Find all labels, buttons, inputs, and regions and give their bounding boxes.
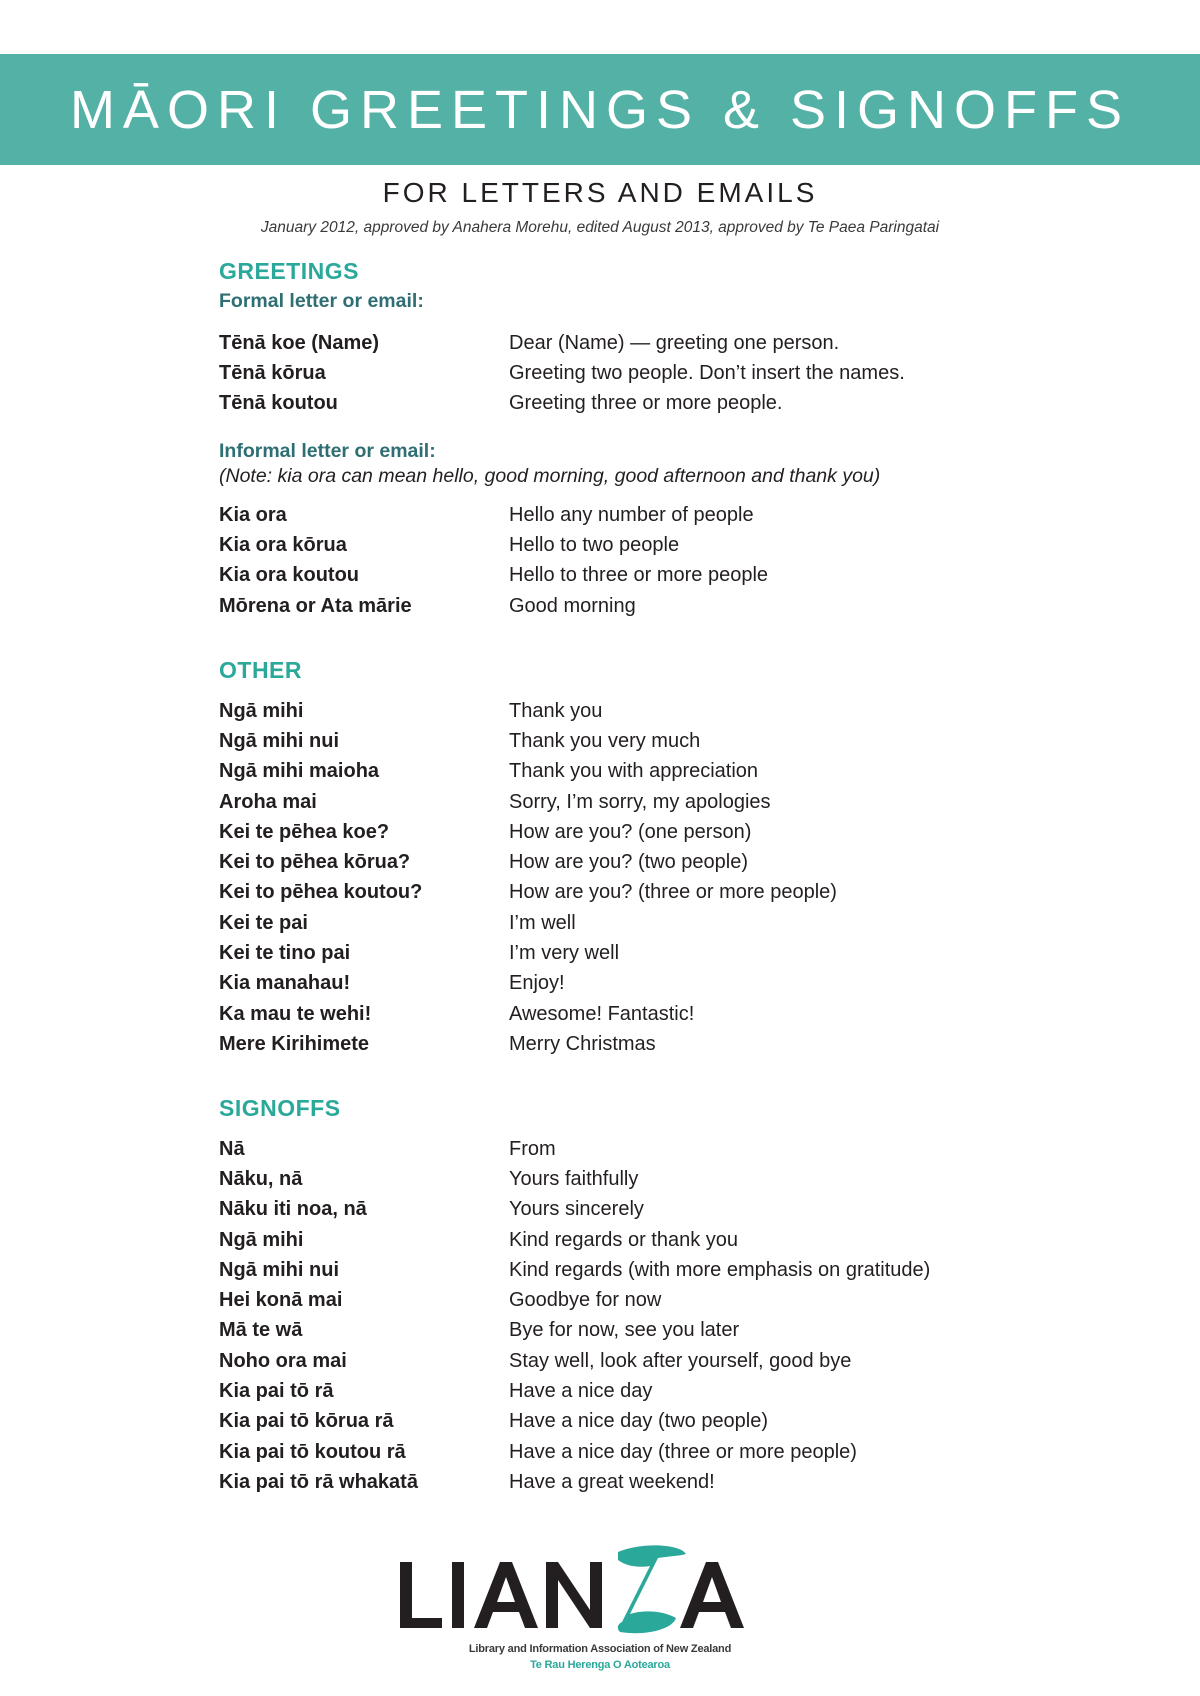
logo-letter-n bbox=[546, 1562, 602, 1628]
maori-term: Kia ora kōrua bbox=[219, 533, 347, 556]
english-meaning: Kind regards (with more emphasis on gratitude) bbox=[509, 1258, 931, 1281]
section-heading-greetings: GREETINGS bbox=[219, 258, 359, 284]
table-row bbox=[219, 1467, 1119, 1497]
formal-table bbox=[219, 328, 1119, 419]
maori-term: Tēnā koutou bbox=[219, 392, 338, 415]
table-row bbox=[219, 817, 1119, 847]
english-meaning: Kind regards or thank you bbox=[509, 1228, 739, 1251]
english-meaning: Have a nice day (two people) bbox=[509, 1410, 769, 1433]
english-meaning: Goodbye for now bbox=[509, 1289, 662, 1312]
english-meaning: Thank you with appreciation bbox=[509, 760, 759, 783]
maori-term: Kei to pēhea kōrua? bbox=[219, 851, 411, 874]
maori-term: Nāku iti noa, nā bbox=[219, 1198, 367, 1221]
table-row bbox=[219, 908, 1119, 938]
maori-term: Nā bbox=[219, 1137, 245, 1160]
english-meaning: Sorry, I’m sorry, my apologies bbox=[509, 790, 771, 813]
approval-note: January 2012, approved by Anahera Morehu, edited August 2013, approved by Te Paea Paringatai bbox=[260, 219, 940, 236]
english-meaning: Hello any number of people bbox=[509, 503, 754, 526]
other-table bbox=[219, 696, 1119, 1060]
title-banner bbox=[0, 54, 1200, 165]
maori-term: Tēnā kōrua bbox=[219, 361, 326, 384]
english-meaning: Hello to two people bbox=[509, 533, 680, 556]
maori-term: Noho ora mai bbox=[219, 1349, 347, 1372]
table-row bbox=[219, 1134, 1119, 1164]
lianza-wordmark bbox=[380, 1540, 820, 1640]
table-row bbox=[219, 847, 1119, 877]
page-subtitle: FOR LETTERS AND EMAILS bbox=[382, 177, 818, 208]
english-meaning: Have a great weekend! bbox=[509, 1470, 715, 1493]
table-row bbox=[219, 358, 1119, 388]
table-row bbox=[219, 591, 1119, 621]
maori-term: Mōrena or Ata mārie bbox=[219, 594, 412, 617]
english-meaning: Dear (Name) — greeting one person. bbox=[509, 331, 840, 354]
english-meaning: Stay well, look after yourself, good bye bbox=[509, 1349, 852, 1372]
table-row bbox=[219, 1285, 1119, 1315]
section-heading-signoffs: SIGNOFFS bbox=[219, 1095, 341, 1121]
maori-term: Kia pai tō rā bbox=[219, 1380, 334, 1403]
signoffs-table bbox=[219, 1134, 1119, 1498]
org-maori-name: Te Rau Herenga O Aotearoa bbox=[530, 1659, 670, 1671]
logo-letter-i bbox=[452, 1562, 464, 1628]
english-meaning: Thank you bbox=[509, 699, 603, 722]
informal-label: Informal letter or email: bbox=[219, 440, 436, 462]
english-meaning: Hello to three or more people bbox=[509, 564, 769, 587]
table-row bbox=[219, 1316, 1119, 1346]
english-meaning: Yours faithfully bbox=[509, 1167, 639, 1190]
logo-letter-a1 bbox=[474, 1562, 538, 1628]
maori-term: Kei te pēhea koe? bbox=[219, 820, 390, 843]
table-row bbox=[219, 1346, 1119, 1376]
english-meaning: Greeting three or more people. bbox=[509, 392, 783, 415]
table-row bbox=[219, 969, 1119, 999]
table-row bbox=[219, 561, 1119, 591]
table-row bbox=[219, 1164, 1119, 1194]
formal-label: Formal letter or email: bbox=[219, 290, 424, 312]
english-meaning: Yours sincerely bbox=[509, 1198, 644, 1221]
table-row bbox=[219, 726, 1119, 756]
english-meaning: How are you? (three or more people) bbox=[509, 881, 837, 904]
org-name: Library and Information Association of New Zealand bbox=[468, 1643, 732, 1655]
maori-term: Aroha mai bbox=[219, 790, 317, 813]
english-meaning: Good morning bbox=[509, 594, 636, 617]
maori-term: Kei te tino pai bbox=[219, 942, 351, 965]
english-meaning: Merry Christmas bbox=[509, 1032, 656, 1055]
informal-note: (Note: kia ora can mean hello, good morning, good afternoon and thank you) bbox=[219, 465, 881, 487]
table-row bbox=[219, 757, 1119, 787]
maori-term: Ngā mihi bbox=[219, 699, 304, 722]
table-row bbox=[219, 530, 1119, 560]
maori-term: Kei te pai bbox=[219, 911, 308, 934]
english-meaning: Awesome! Fantastic! bbox=[509, 1002, 695, 1025]
maori-term: Kia manahau! bbox=[219, 972, 351, 995]
table-row bbox=[219, 1195, 1119, 1225]
maori-term: Kei to pēhea koutou? bbox=[219, 881, 423, 904]
table-row bbox=[219, 500, 1119, 530]
logo-letter-l bbox=[400, 1562, 442, 1628]
maori-term: Kia pai tō rā whakatā bbox=[219, 1470, 418, 1493]
informal-table bbox=[219, 500, 1119, 621]
english-meaning: Bye for now, see you later bbox=[509, 1319, 740, 1342]
table-row bbox=[219, 1437, 1119, 1467]
section-heading-other: OTHER bbox=[219, 657, 302, 683]
table-row bbox=[219, 878, 1119, 908]
logo-koru-eye bbox=[644, 1582, 660, 1598]
table-row bbox=[219, 1029, 1119, 1059]
english-meaning: Thank you very much bbox=[509, 729, 701, 752]
english-meaning: From bbox=[509, 1137, 556, 1160]
maori-term: Ngā mihi nui bbox=[219, 1258, 339, 1281]
maori-term: Kia pai tō kōrua rā bbox=[219, 1410, 394, 1433]
maori-term: Ngā mihi maioha bbox=[219, 760, 380, 783]
maori-term: Kia ora bbox=[219, 503, 287, 526]
maori-term: Mere Kirihimete bbox=[219, 1032, 370, 1055]
maori-term: Ka mau te wehi! bbox=[219, 1002, 372, 1025]
english-meaning: How are you? (two people) bbox=[509, 851, 749, 874]
logo-letter-a2 bbox=[680, 1562, 744, 1628]
table-row bbox=[219, 328, 1119, 358]
maori-term: Ngā mihi bbox=[219, 1228, 304, 1251]
table-row bbox=[219, 1376, 1119, 1406]
page-title: MĀORI GREETINGS & SIGNOFFS bbox=[69, 79, 1131, 140]
table-row bbox=[219, 999, 1119, 1029]
english-meaning: I’m very well bbox=[509, 942, 620, 965]
maori-term: Nāku, nā bbox=[219, 1167, 303, 1190]
table-row bbox=[219, 696, 1119, 726]
english-meaning: Have a nice day (three or more people) bbox=[509, 1440, 857, 1463]
english-meaning: How are you? (one person) bbox=[509, 820, 752, 843]
english-meaning: I’m well bbox=[509, 911, 576, 934]
english-meaning: Greeting two people. Don’t insert the names. bbox=[509, 361, 905, 384]
table-row bbox=[219, 787, 1119, 817]
maori-term: Mā te wā bbox=[219, 1319, 303, 1342]
table-row bbox=[219, 1407, 1119, 1437]
english-meaning: Have a nice day bbox=[509, 1380, 653, 1403]
maori-term: Hei konā mai bbox=[219, 1289, 343, 1312]
english-meaning: Enjoy! bbox=[509, 972, 565, 995]
maori-term: Kia ora koutou bbox=[219, 564, 360, 587]
maori-term: Ngā mihi nui bbox=[219, 729, 339, 752]
maori-term: Kia pai tō koutou rā bbox=[219, 1440, 406, 1463]
table-row bbox=[219, 1225, 1119, 1255]
table-row bbox=[219, 1255, 1119, 1285]
table-row bbox=[219, 938, 1119, 968]
lianza-logo bbox=[380, 1540, 820, 1680]
table-row bbox=[219, 389, 1119, 419]
maori-term: Tēnā koe (Name) bbox=[219, 331, 380, 354]
